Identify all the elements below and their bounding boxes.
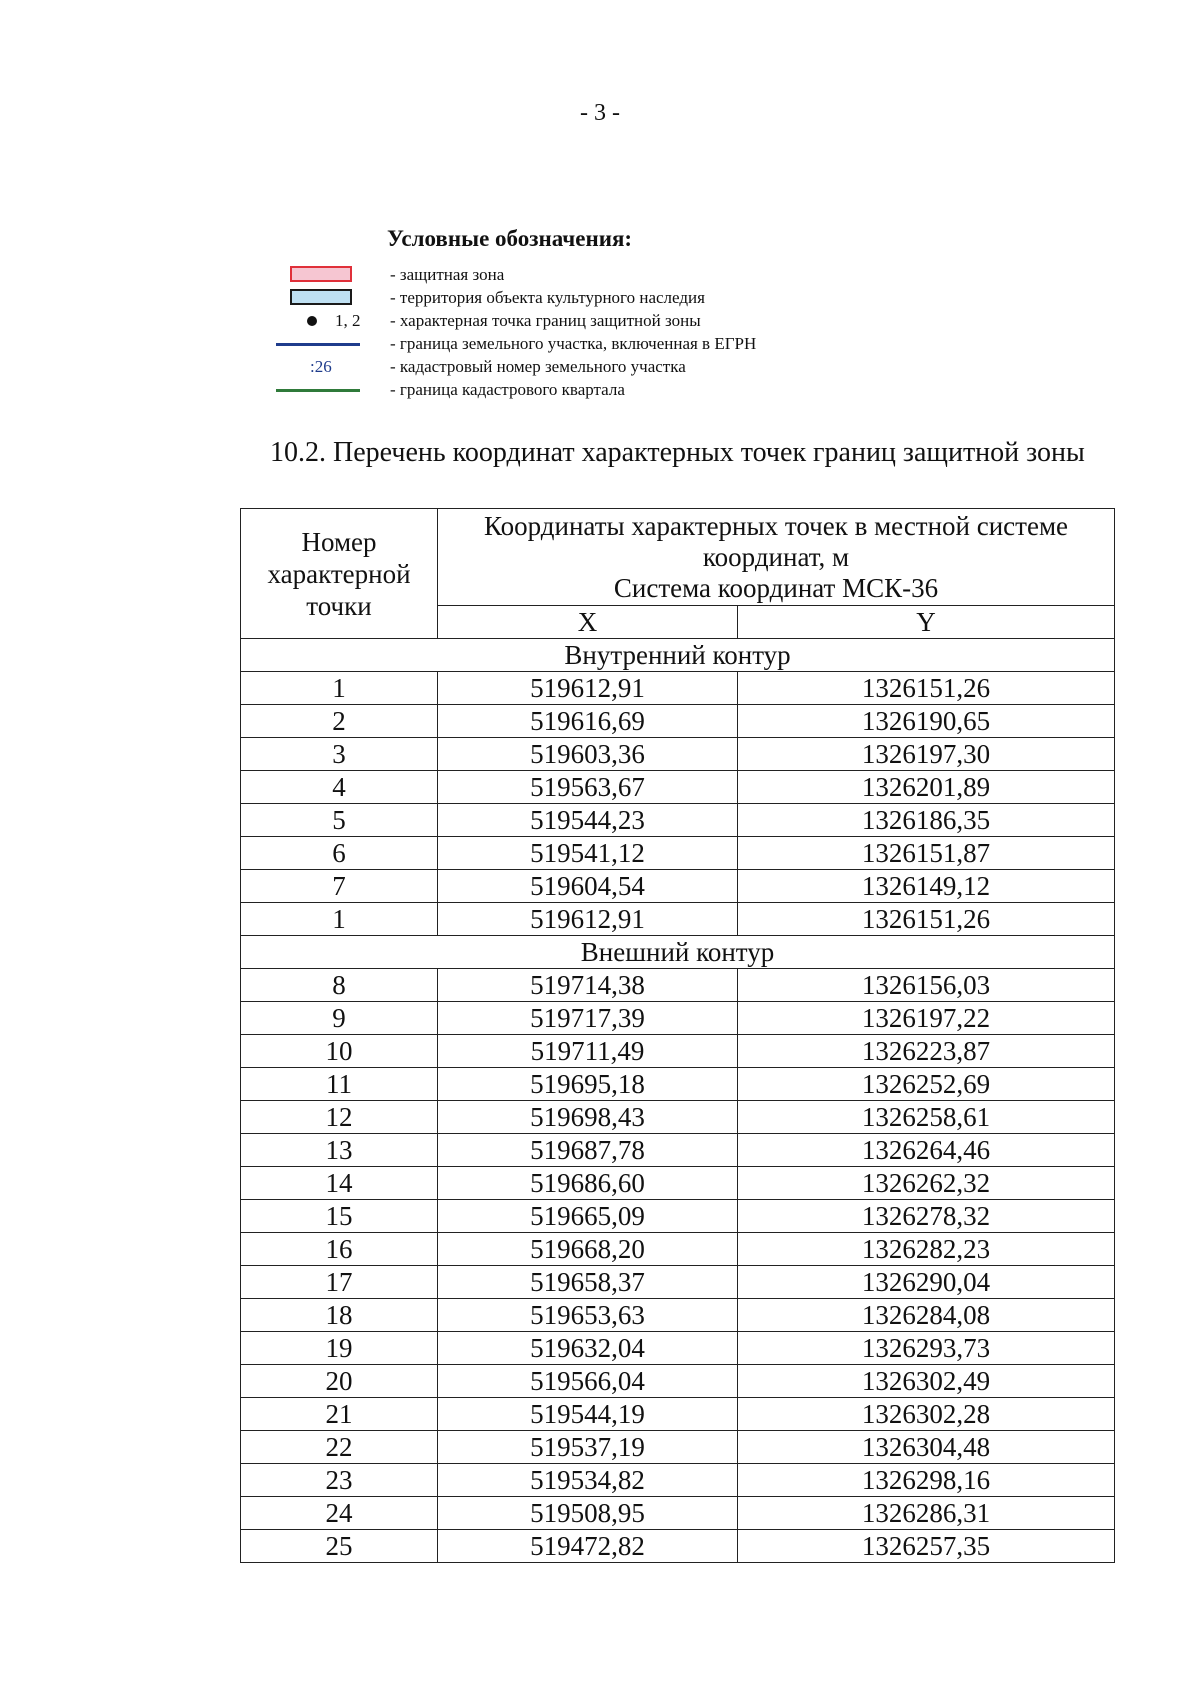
point-number-cell: 25 xyxy=(241,1530,438,1563)
x-coordinate-cell: 519653,63 xyxy=(438,1299,738,1332)
x-coordinate-cell: 519714,38 xyxy=(438,969,738,1002)
point-number-cell: 22 xyxy=(241,1431,438,1464)
table-row xyxy=(241,837,1115,870)
section-row xyxy=(241,639,1115,672)
section-row xyxy=(241,936,1115,969)
point-number-cell: 24 xyxy=(241,1497,438,1530)
legend-item-label: - территория объекта культурного наследия xyxy=(390,288,705,307)
x-coordinate-cell: 519534,82 xyxy=(438,1464,738,1497)
x-coordinate-cell: 519717,39 xyxy=(438,1002,738,1035)
x-coordinate-cell: 519632,04 xyxy=(438,1332,738,1365)
table-row xyxy=(241,804,1115,837)
table-row xyxy=(241,1299,1115,1332)
quarter-boundary-line-icon xyxy=(270,379,362,401)
x-coordinate-cell: 519711,49 xyxy=(438,1035,738,1068)
x-coordinate-cell: 519563,67 xyxy=(438,771,738,804)
y-coordinate-cell: 1326197,30 xyxy=(738,738,1115,771)
cadastral-number-symbol xyxy=(270,356,362,378)
column-header-y: Y xyxy=(738,606,1115,639)
y-coordinate-cell: 1326223,87 xyxy=(738,1035,1115,1068)
y-coordinate-cell: 1326302,49 xyxy=(738,1365,1115,1398)
table-row xyxy=(241,705,1115,738)
table-row xyxy=(241,1365,1115,1398)
point-number-cell: 19 xyxy=(241,1332,438,1365)
y-coordinate-cell: 1326264,46 xyxy=(738,1134,1115,1167)
y-coordinate-cell: 1326252,69 xyxy=(738,1068,1115,1101)
y-coordinate-cell: 1326258,61 xyxy=(738,1101,1115,1134)
table-row xyxy=(241,1167,1115,1200)
table-row xyxy=(241,1398,1115,1431)
y-coordinate-cell: 1326304,48 xyxy=(738,1431,1115,1464)
table-row xyxy=(241,738,1115,771)
legend-item-parcel-boundary xyxy=(270,333,990,355)
x-coordinate-cell: 519604,54 xyxy=(438,870,738,903)
table-row xyxy=(241,1431,1115,1464)
point-number-cell: 1 xyxy=(241,672,438,705)
parcel-boundary-line-icon xyxy=(270,333,362,355)
legend-item-protective-zone xyxy=(270,264,990,286)
y-coordinate-cell: 1326302,28 xyxy=(738,1398,1115,1431)
point-number-cell: 23 xyxy=(241,1464,438,1497)
x-coordinate-cell: 519508,95 xyxy=(438,1497,738,1530)
point-marker-label: 1, 2 xyxy=(335,311,361,330)
x-coordinate-cell: 519472,82 xyxy=(438,1530,738,1563)
point-number-cell: 6 xyxy=(241,837,438,870)
point-number-cell: 17 xyxy=(241,1266,438,1299)
x-coordinate-cell: 519603,36 xyxy=(438,738,738,771)
legend-item-label: - защитная зона xyxy=(390,265,505,284)
table-row xyxy=(241,870,1115,903)
y-coordinate-cell: 1326298,16 xyxy=(738,1464,1115,1497)
table-row xyxy=(241,1035,1115,1068)
table-row xyxy=(241,771,1115,804)
table-row xyxy=(241,672,1115,705)
table-row xyxy=(241,1233,1115,1266)
column-header-coordinates xyxy=(438,509,1115,606)
table-row xyxy=(241,1134,1115,1167)
table-row xyxy=(241,1464,1115,1497)
point-number-cell: 3 xyxy=(241,738,438,771)
coordinates-header-line: Координаты характерных точек в местной системе координат, м xyxy=(483,510,1069,572)
column-header-x: X xyxy=(438,606,738,639)
table-row xyxy=(241,969,1115,1002)
y-coordinate-cell: 1326186,35 xyxy=(738,804,1115,837)
table-row xyxy=(241,1068,1115,1101)
page-number: - 3 - xyxy=(580,100,620,126)
table-row xyxy=(241,1332,1115,1365)
x-coordinate-cell: 519686,60 xyxy=(438,1167,738,1200)
y-coordinate-cell: 1326197,22 xyxy=(738,1002,1115,1035)
point-number-cell: 4 xyxy=(241,771,438,804)
point-marker-icon xyxy=(270,310,362,332)
protective-zone-swatch-icon xyxy=(270,264,362,286)
table-row xyxy=(241,1530,1115,1563)
y-coordinate-cell: 1326282,23 xyxy=(738,1233,1115,1266)
point-number-cell: 10 xyxy=(241,1035,438,1068)
y-coordinate-cell: 1326156,03 xyxy=(738,969,1115,1002)
point-number-cell: 12 xyxy=(241,1101,438,1134)
table-row xyxy=(241,1002,1115,1035)
section-title: 10.2. Перечень координат характерных точек границ защитной зоны xyxy=(270,437,1085,468)
y-coordinate-cell: 1326151,87 xyxy=(738,837,1115,870)
y-coordinate-cell: 1326149,12 xyxy=(738,870,1115,903)
y-coordinate-cell: 1326151,26 xyxy=(738,903,1115,936)
y-coordinate-cell: 1326286,31 xyxy=(738,1497,1115,1530)
section-title-cell: Внешний контур xyxy=(241,936,1115,969)
point-number-cell: 9 xyxy=(241,1002,438,1035)
legend-item-heritage-territory xyxy=(270,287,990,309)
point-number-cell: 8 xyxy=(241,969,438,1002)
legend-item-quarter-boundary xyxy=(270,379,990,401)
table-row xyxy=(241,903,1115,936)
x-coordinate-cell: 519687,78 xyxy=(438,1134,738,1167)
point-number-cell: 5 xyxy=(241,804,438,837)
x-coordinate-cell: 519537,19 xyxy=(438,1431,738,1464)
x-coordinate-cell: 519612,91 xyxy=(438,672,738,705)
x-coordinate-cell: 519566,04 xyxy=(438,1365,738,1398)
table-row xyxy=(241,1200,1115,1233)
legend-item-label: - кадастровый номер земельного участка xyxy=(390,357,686,376)
x-coordinate-cell: 519695,18 xyxy=(438,1068,738,1101)
legend-item-label: - граница кадастрового квартала xyxy=(390,380,625,399)
point-number-cell: 15 xyxy=(241,1200,438,1233)
point-number-cell: 14 xyxy=(241,1167,438,1200)
x-coordinate-cell: 519668,20 xyxy=(438,1233,738,1266)
legend-item-cadastral-number xyxy=(270,356,990,378)
x-coordinate-cell: 519616,69 xyxy=(438,705,738,738)
x-coordinate-cell: 519544,23 xyxy=(438,804,738,837)
table-row xyxy=(241,1497,1115,1530)
x-coordinate-cell: 519698,43 xyxy=(438,1101,738,1134)
y-coordinate-cell: 1326284,08 xyxy=(738,1299,1115,1332)
y-coordinate-cell: 1326262,32 xyxy=(738,1167,1115,1200)
point-number-cell: 18 xyxy=(241,1299,438,1332)
x-coordinate-cell: 519541,12 xyxy=(438,837,738,870)
point-number-cell: 7 xyxy=(241,870,438,903)
heritage-territory-swatch-icon xyxy=(270,287,362,309)
table-row xyxy=(241,1266,1115,1299)
table-body xyxy=(241,639,1115,1563)
x-coordinate-cell: 519612,91 xyxy=(438,903,738,936)
legend-title: Условные обозначения: xyxy=(387,226,633,251)
y-coordinate-cell: 1326293,73 xyxy=(738,1332,1115,1365)
cadastral-number-label: :26 xyxy=(310,357,332,376)
point-number-cell: 2 xyxy=(241,705,438,738)
point-number-cell: 21 xyxy=(241,1398,438,1431)
x-coordinate-cell: 519665,09 xyxy=(438,1200,738,1233)
coordinates-table xyxy=(240,508,1115,1563)
y-coordinate-cell: 1326190,65 xyxy=(738,705,1115,738)
column-header-point-number: Номер характерной точки xyxy=(241,509,438,639)
legend-item-label: - характерная точка границ защитной зоны xyxy=(390,311,701,330)
y-coordinate-cell: 1326290,04 xyxy=(738,1266,1115,1299)
point-number-cell: 13 xyxy=(241,1134,438,1167)
y-coordinate-cell: 1326257,35 xyxy=(738,1530,1115,1563)
coordinate-system-label: Система координат МСК-36 xyxy=(613,572,939,603)
point-number-cell: 20 xyxy=(241,1365,438,1398)
point-number-cell: 1 xyxy=(241,903,438,936)
y-coordinate-cell: 1326201,89 xyxy=(738,771,1115,804)
point-number-cell: 16 xyxy=(241,1233,438,1266)
table-row xyxy=(241,1101,1115,1134)
point-number-cell: 11 xyxy=(241,1068,438,1101)
legend-item-label: - граница земельного участка, включенная в ЕГРН xyxy=(390,334,757,353)
legend-item-characteristic-point xyxy=(270,310,990,332)
y-coordinate-cell: 1326278,32 xyxy=(738,1200,1115,1233)
y-coordinate-cell: 1326151,26 xyxy=(738,672,1115,705)
x-coordinate-cell: 519544,19 xyxy=(438,1398,738,1431)
x-coordinate-cell: 519658,37 xyxy=(438,1266,738,1299)
section-title-cell: Внутренний контур xyxy=(241,639,1115,672)
